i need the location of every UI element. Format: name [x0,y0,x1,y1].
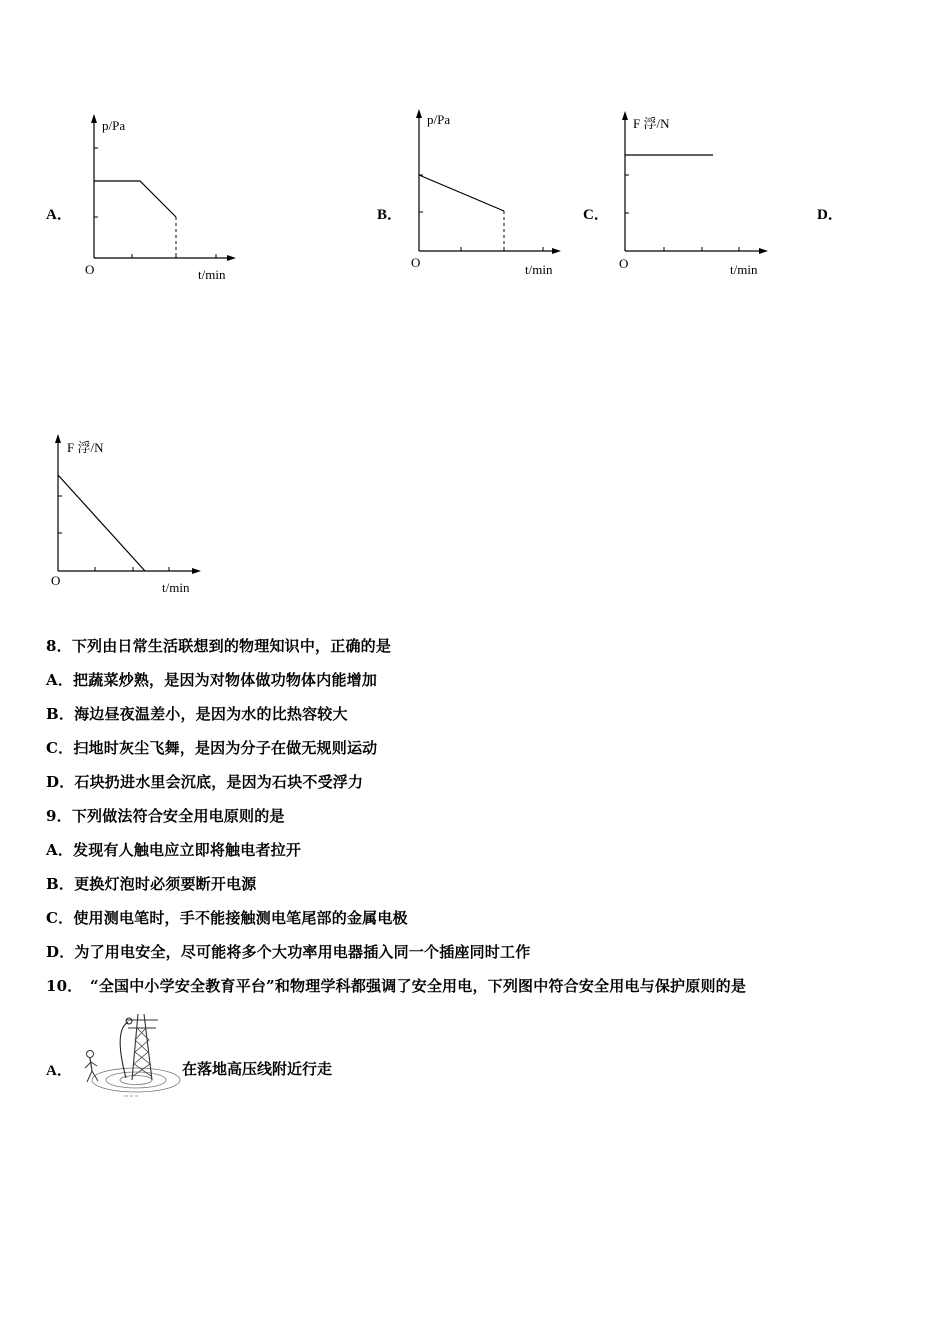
graph-c-xlabel: t/min [730,262,758,277]
graph-c-svg [612,105,782,285]
graph-a-curve [94,181,176,217]
graph-d [45,430,215,610]
high-voltage-illustration [74,1008,184,1103]
graph-a-ylabel: p/Pa [102,118,126,133]
q8-option-a: A．把蔬菜炒熟，是因为对物体做功物体内能增加 [46,671,378,689]
option-a-label: A． [46,207,72,223]
graph-b-y-arrow [416,109,422,118]
graph-b-xlabel: t/min [525,262,553,277]
q9-option-d: D．为了用电安全，尽可能将多个大功率用电器插入同一个插座同时工作 [46,943,531,961]
graph-a-y-arrow [91,114,97,123]
q9-option-b: B．更换灯泡时必须要断开电源 [46,875,257,893]
graph-c-y-arrow [622,111,628,120]
graph-b-ylabel: p/Pa [427,112,451,127]
graph-b [405,105,575,285]
q9-stem: 9．下列做法符合安全用电原则的是 [46,807,285,825]
option-c-label: C． [583,207,609,223]
graph-a [80,110,250,290]
graph-b-svg [405,105,575,285]
q8-option-b: B．海边昼夜温差小，是因为水的比热容较大 [46,705,348,723]
graph-a-x-arrow [227,255,236,261]
q8-option-c: C．扫地时灰尘飞舞，是因为分子在做无规则运动 [46,739,378,757]
graph-b-origin: O [411,255,421,270]
graph-c [612,105,782,285]
graph-a-origin: O [85,262,95,277]
q10-number: 10． [46,977,83,995]
q9-option-a: A．发现有人触电应立即将触电者拉开 [46,841,302,859]
q10-stem-line [46,975,746,996]
graph-d-curve [58,475,145,571]
q8-option-d: D．石块扔进水里会沉底，是因为石块不受浮力 [46,773,364,791]
graph-c-x-arrow [759,248,768,254]
graph-d-x-arrow [192,568,201,574]
q9-option-c: C．使用测电笔时，手不能接触测电笔尾部的金属电极 [46,909,408,927]
q10-option-a-text: 在落地高压线附近行走 [182,1060,333,1078]
q10-stem: “全国中小学安全教育平台”和物理学科都强调了安全用电，下列图中符合安全用电与保护原则的是 [90,977,747,995]
graph-d-y-arrow [55,434,61,443]
option-b-label: B． [377,207,403,223]
high-voltage-svg [74,1008,184,1103]
graph-c-origin: O [619,256,629,271]
graph-d-origin: O [51,573,61,588]
graph-b-curve [419,175,504,211]
graph-a-xlabel: t/min [198,267,226,282]
graph-c-ylabel: F 浮/N [633,116,670,131]
q8-stem: 8．下列由日常生活联想到的物理知识中，正确的是 [46,637,392,655]
q10-option-a-label: A． [46,1063,72,1079]
graph-b-x-arrow [552,248,561,254]
graph-d-svg [45,430,215,610]
graph-d-ylabel: F 浮/N [67,440,104,455]
option-d-label: D． [817,207,843,223]
graph-a-svg [80,110,250,290]
graph-d-xlabel: t/min [162,580,190,595]
